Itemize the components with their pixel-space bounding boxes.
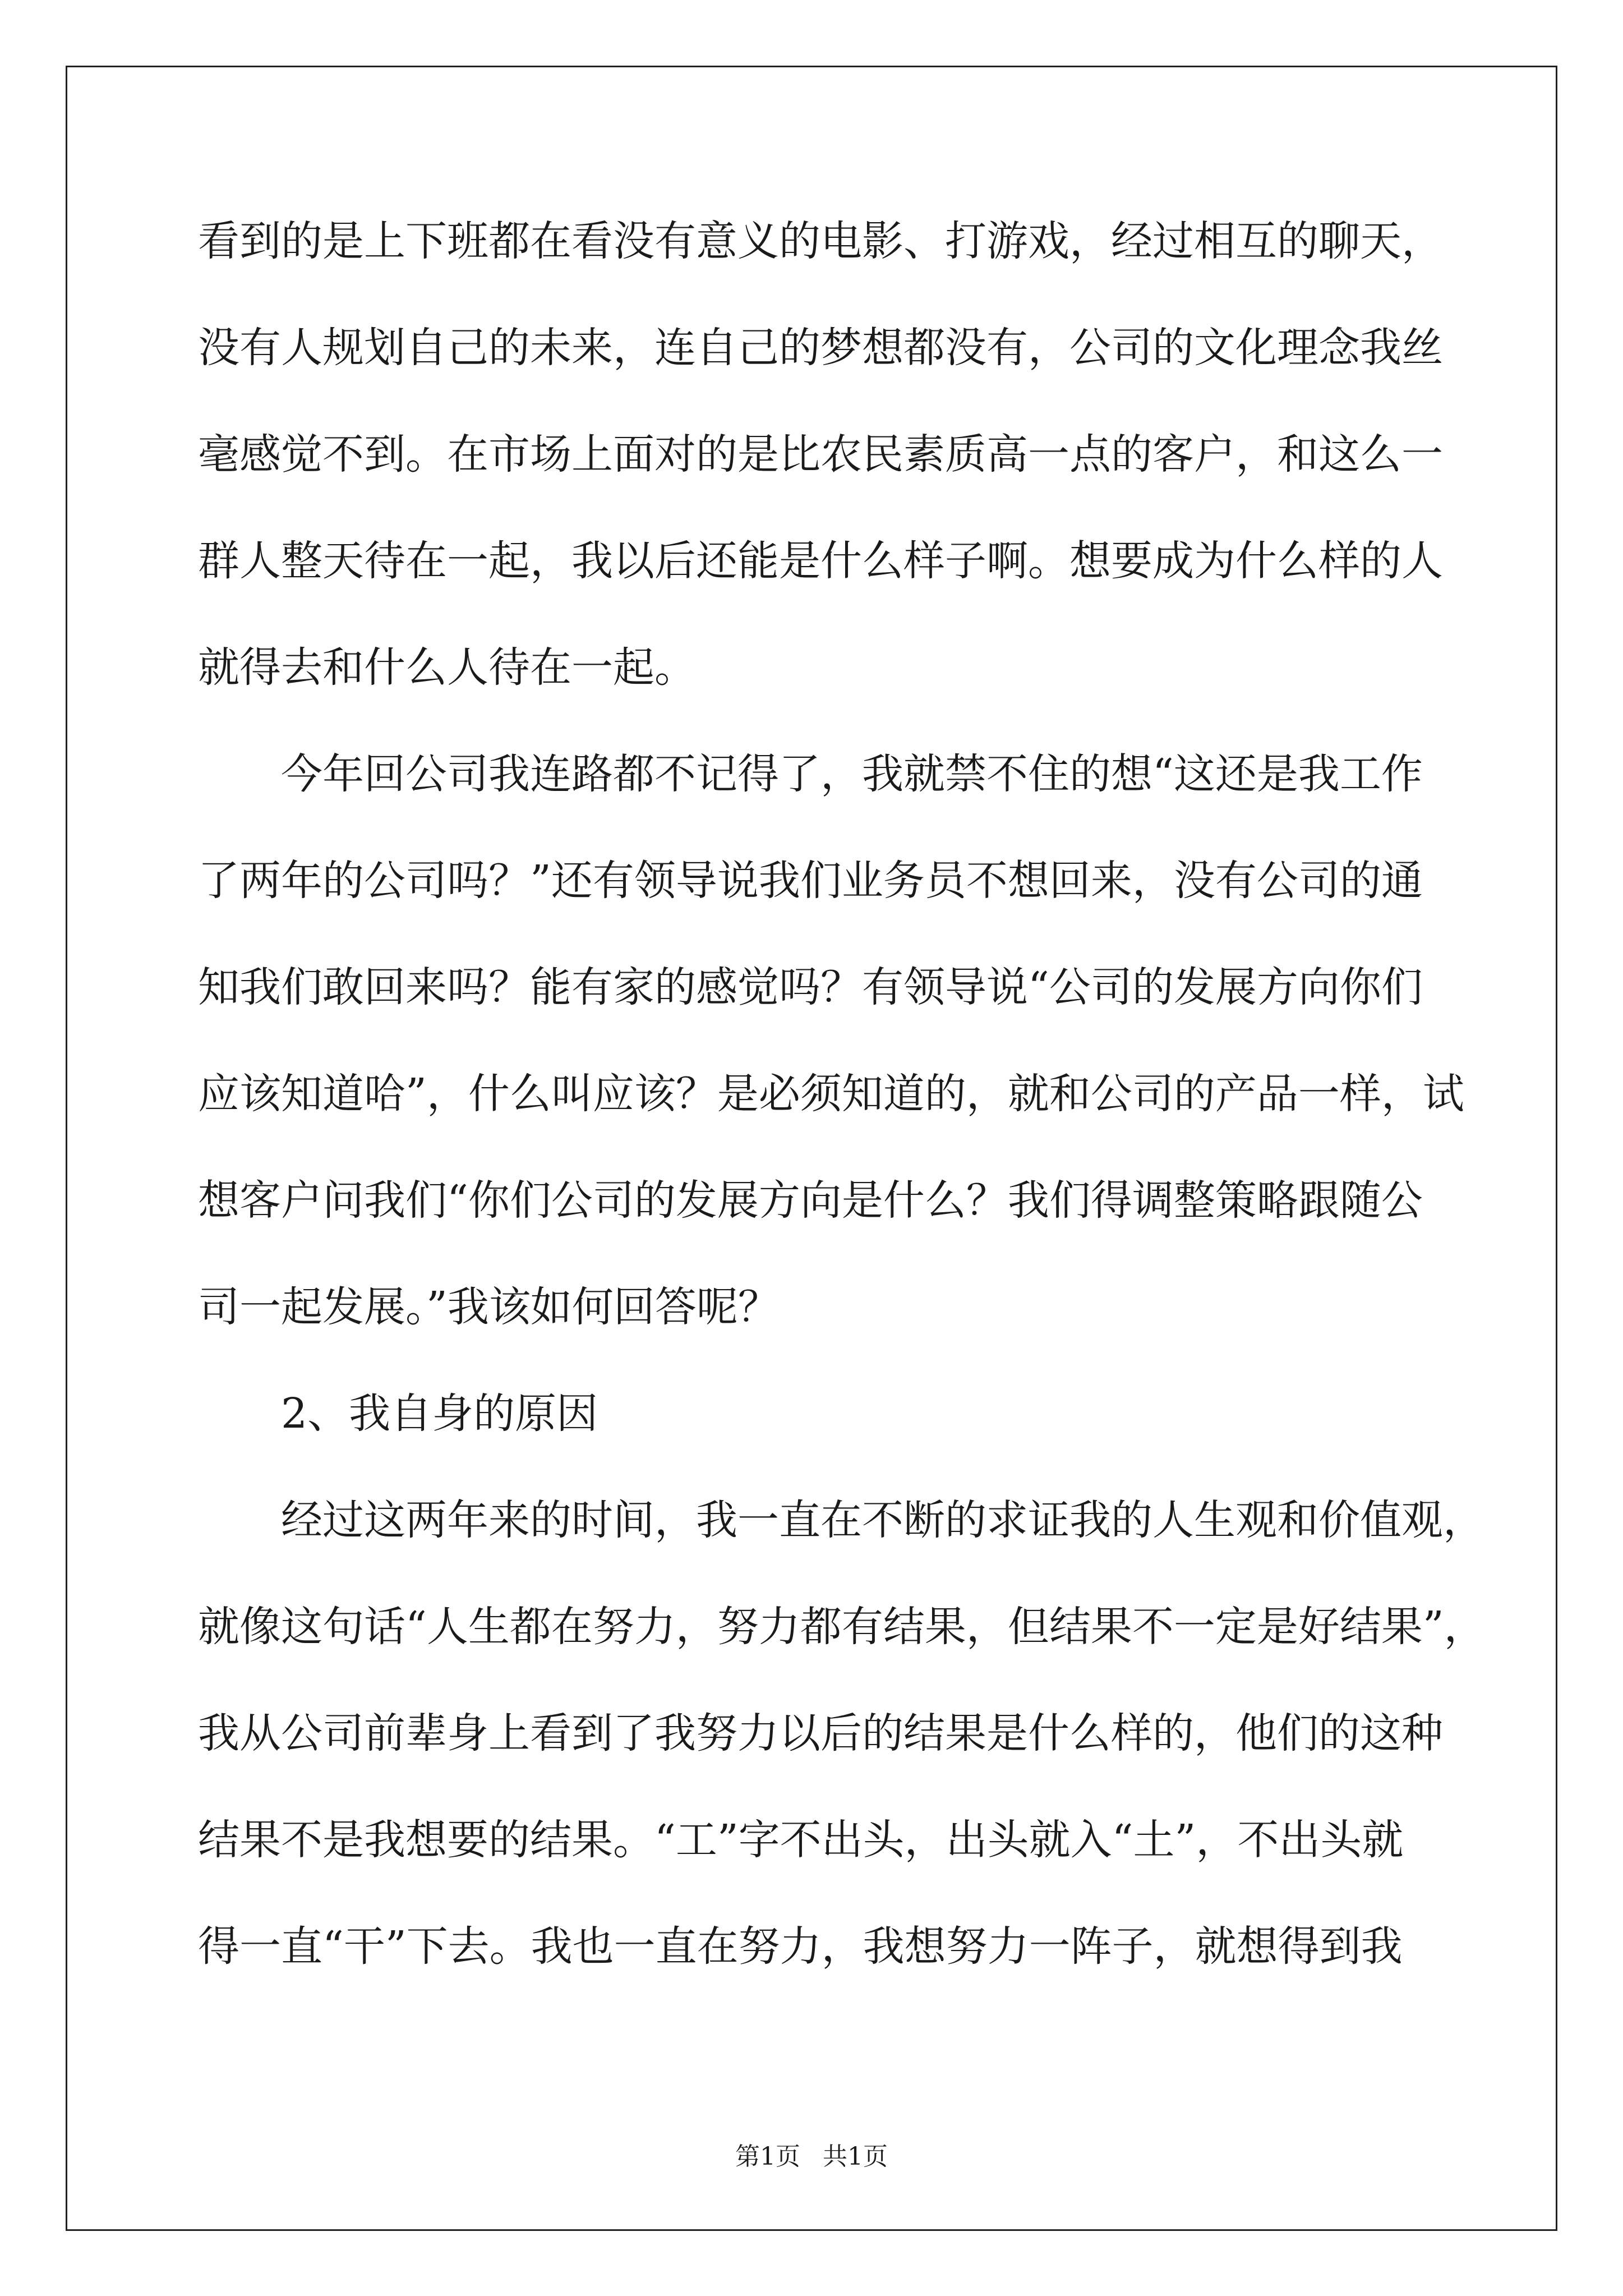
text-line: 司一起发展。”我该如何回答呢？ <box>198 1283 780 1331</box>
text-line: 了两年的公司吗？”还有领导说我们业务员不想回来，没有公司的通 <box>198 857 1423 905</box>
section-heading: 2、我自身的原因 <box>281 1389 598 1438</box>
page-number: 第1页 <box>735 2142 800 2171</box>
page-footer <box>0 2132 1623 2182</box>
text-line: 没有人规划自己的未来，连自己的梦想都没有，公司的文化理念我丝 <box>198 324 1443 372</box>
text-line: 看到的是上下班都在看没有意义的电影、打游戏，经过相互的聊天， <box>198 217 1443 265</box>
text-line: 应该知道哈”，什么叫应该？是必须知道的，就和公司的产品一样，试 <box>198 1070 1464 1118</box>
page-border <box>66 66 1557 2231</box>
text-line: 得一直“干”下去。我也一直在努力，我想努力一阵子，就想得到我 <box>198 1922 1403 1971</box>
page-total: 共1页 <box>823 2142 888 2171</box>
text-line: 就得去和什么人待在一起。 <box>198 643 696 692</box>
text-line: 想客户问我们“你们公司的发展方向是什么？我们得调整策略跟随公 <box>198 1176 1423 1225</box>
text-line: 结果不是我想要的结果。“工”字不出头，出头就入“土”，不出头就 <box>198 1816 1404 1864</box>
text-line: 知我们敢回来吗？能有家的感觉吗？有领导说“公司的发展方向你们 <box>198 963 1423 1011</box>
text-line: 就像这句话“人生都在努力，努力都有结果，但结果不一定是好结果”， <box>198 1603 1486 1651</box>
text-line: 群人整天待在一起，我以后还能是什么样子啊。想要成为什么样的人 <box>198 537 1443 585</box>
paragraph-first-line: 今年回公司我连路都不记得了，我就禁不住的想“这还是我工作 <box>281 750 1423 798</box>
text-line: 我从公司前辈身上看到了我努力以后的结果是什么样的，他们的这种 <box>198 1709 1443 1757</box>
paragraph-first-line: 经过这两年来的时间，我一直在不断的求证我的人生观和价值观， <box>281 1496 1484 1544</box>
text-line: 毫感觉不到。在市场上面对的是比农民素质高一点的客户，和这么一 <box>198 430 1443 478</box>
